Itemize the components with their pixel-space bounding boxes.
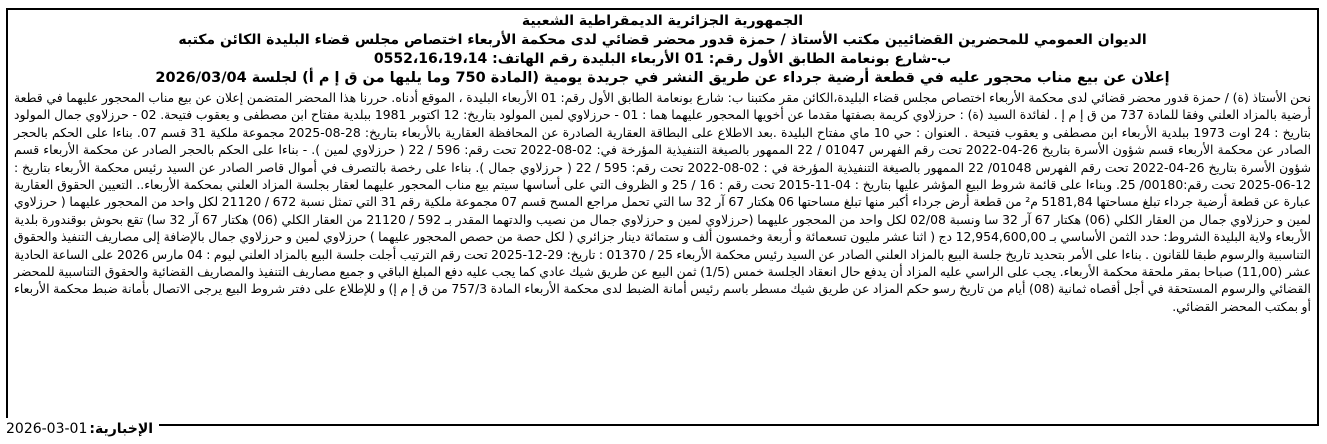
notice-title: إعلان عن بيع مناب محجور عليه في قطعة أرضية جرداء عن طريق النشر في جريدة يومية (المادة 750 وما يليها من ق إ م أ) لجلسة 2026/03/04 [155, 70, 1170, 86]
auction-notice [6, 8, 1319, 426]
republic-name: الجمهورية الجزائرية الديمقراطية الشعبية [521, 13, 804, 29]
notice-body: نحن الأستاذ (ة) / حمزة قدور محضر قضائي لدى محكمة الأربعاء اختصاص مجلس قضاء البليدة،الكائن مقر مكتبنا ب: شارع بونعامة الطابق الأول رقم: 01 الأربعاء البليدة ، الموقع أدناه. حررنا هذا المحضر المتضمن إعلان عن بيع مناب المحجور عليهما في قطعة أرضية بالمزاد العلني وفقا للمادة 737 من ق إ م إ . لفائدة السيد (ة) : حرزلاوي كريمة بصفتها مقدما عن أخويها المحجور عليهما هما : 01 - حرزلاوي لمين المولود بتاريخ: 12 اكتوبر 1981 ببلدية مفتاح ابن مصطفى و يعقوب فتيحة. 02 - حرزلاوي جمال المولود بتاريخ : 24 اوت 1973 ببلدية الأربعاء ابن مصطفى و يعقوب فتيحة . العنوان : حي 10 ماي مفتاح البليدة .بعد الاطلاع على البطاقة العقارية الصادرة عن المحافظة العقارية بالأربعاء بتاريخ: 28-08-2025 مجموعة ملكية 31 قسم 07. بناءا على الحكم بالحجر الصادر عن محكمة الأربعاء قسم شؤون الأسرة بتاريخ 26-04-2022 تحت رقم الفهرس 01047 / 22 الممهور بالصيغة التنفيذية المؤرخة في: 02-08-2022 تحت رقم: 596 / 22 ( حرزلاوي لمين ). - بناءا على الحكم بالحجر الصادر عن محكمة الأربعاء قسم شؤون الأسرة بتاريخ 26-04-2022 تحت رقم الفهرس 01048/ 22 الممهور بالصيغة التنفيذية المؤرخة في : 02-08-2022 تحت رقم: 595 / 22 ( حرزلاوي جمال ). بناءا على رخصة بالتصرف في أموال قاصر الصادر عن السيد رئيس محكمة الأربعاء بتاريخ : 12-06-2025 تحت رقم:00180/ 25. وبناءا على قائمة شروط البيع المؤشر عليها بتاريخ : 04-11-2015 تحت رقم : 16 / 25 و الظروف التي على أساسها سيتم بيع مناب المحجور عليهما لعقار بجلسة المزاد العلني بمحكمة الأربعاء.. التعيين الحقوق العقارية عبارة عن قطعة أرضية جرداء تبلغ مساحتها 5181,84 م² من قطعة أرض جرداء أكبر منها تبلغ مساحتها 06 هكتار 67 آر 32 سا التي تحمل مراجع المسح قسم 07 مجموعة ملكية رقم 31 التي تمثل نسبة 672 / 21120 لكل واحد من المحجور عليهما ( حرزلاوي لمين و حرزلاوي جمال من العقار الكلي (06) هكتار 67 آر 32 سا ونسبة 02/08 لكل واحد من المحجور عليهما (حرزلاوي لمين و حرزلاوي جمال من نصيب والدتهما المقدر بـ 592 / 21120 من العقار الكلي (06) هكتار 67 آر 32 سا) تقع بحوش بوقندورة بلدية الأربعاء ولاية البليدة الشروط: حدد الثمن الأساسي بـ 12,954,600,00 دج ( اثنا عشر مليون تسعمائة و أربعة وخمسون ألف و ستمائة دينار جزائري ( لكل حصة من حصص المحجور عليهما ) حرزلاوي لمين و حرزلاوي جمال بالإضافة إلى مصاريف التنفيذ والحقوق التناسبية والرسوم طبقا للقانون . بناءا على الأمر بتحديد تاريخ جلسة البيع بالمزاد العلني الصادر عن السيد رئيس محكمة الأربعاء 25 / 01370 : تاريخ: 29-12-2025 تحت رقم الترتيب أجلت جلسة البيع بالمزاد العلني ليوم : 04 مارس 2026 على الساعة الحادية عشر (11,00) صباحا بمقر ملحقة محكمة الأربعاء. يجب على الراسي عليه المزاد أن يدفع حال انعقاد الجلسة خمس (1/5) ثمن البيع عن طريق شيك عادي كما يجب عليه دفع المبلغ الباقي و جميع مصاريف التنفيذ والمصاريف القضائية والحقوق التناسبية للمحضر القضائي والرسوم المستحقة في أجل أقصاه ثمانية (08) أيام من تاريخ رسو حكم المزاد عن طريق شيك مسطر باسم رئيس أمانة الضبط لدى محكمة الأربعاء المادة 757/3 من ق إ م إ) و للإطلاع على دفتر شروط البيع يرجى الاتصال بأمانة ضبط محكمة الأربعاء أو بمكتب المحضر القضائي. [14, 90, 1312, 314]
notice-header [14, 12, 1311, 69]
office-address: ب-شارع بونعامة الطابق الأول رقم: 01 الأربعاء البليدة رقم الهاتف: 0552،16،19،14 [373, 51, 952, 67]
notice-footer [6, 418, 159, 440]
office-name: الديوان العمومي للمحضرين القضائيين مكتب الأستاذ / حمزة قدور محضر قضائي لدى محكمة الأربعاء اختصاص مجلس قضاء البليدة الكائن مكتبه [178, 32, 1147, 48]
publication-source: الإخبارية: [89, 421, 154, 437]
publication-date: 2026-03-01 [6, 421, 88, 437]
